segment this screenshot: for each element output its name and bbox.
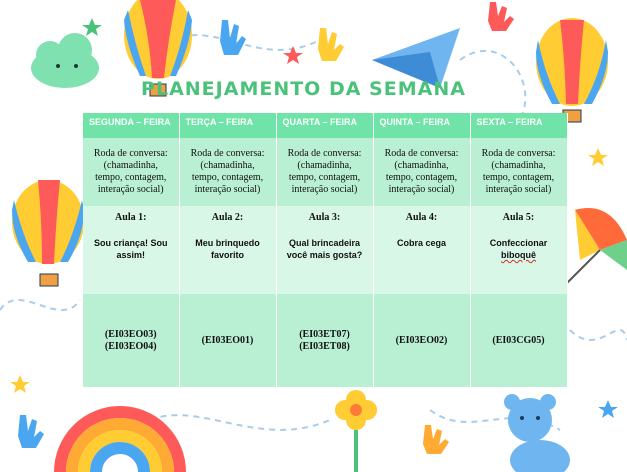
roda-line: tempo, contagem, [191, 172, 264, 183]
code-cell [470, 294, 567, 387]
roda-line: tempo, contagem, [95, 172, 167, 183]
aula-label: Aula 2: [211, 212, 244, 223]
day-header: QUINTA – FEIRA [373, 113, 470, 138]
roda-line: (chamadinha, [297, 160, 352, 171]
bncc-code: (EI03ET07) [299, 328, 350, 340]
roda-line: Roda de conversa: [384, 148, 459, 159]
bncc-code: (EI03CG05) [492, 334, 545, 346]
roda-line: tempo, contagem, [385, 172, 458, 183]
hand-icon [18, 415, 44, 448]
roda-line: interação social) [194, 184, 261, 195]
code-cell [83, 294, 179, 387]
weekly-plan-table [83, 113, 568, 387]
star-icon [598, 400, 618, 418]
roda-line: Roda de conversa: [93, 148, 168, 159]
roda-line: (chamadinha, [200, 160, 255, 171]
aula-cell [83, 206, 179, 294]
roda-line: tempo, contagem, [288, 172, 361, 183]
star-icon [283, 46, 303, 64]
aula-title: biboquê [501, 250, 536, 260]
code-cell [179, 294, 276, 387]
roda-cell [179, 138, 276, 206]
roda-line: tempo, contagem, [482, 172, 555, 183]
hot-air-balloon-icon [536, 18, 608, 122]
teddy-bear-icon [504, 394, 570, 472]
roda-cell [276, 138, 373, 206]
hand-icon [318, 28, 344, 61]
aula-title: assim! [116, 250, 146, 260]
roda-cell [470, 138, 567, 206]
rainbow-icon [60, 412, 180, 472]
aula-title: Meu brinquedo [195, 238, 260, 248]
aula-title: Cobra cega [396, 238, 447, 248]
aula-cell [470, 206, 567, 294]
aula-label: Aula 1: [115, 212, 147, 223]
table-row [83, 294, 567, 387]
day-header: QUARTA – FEIRA [276, 113, 373, 138]
bncc-code: (EI03EO01) [201, 334, 254, 346]
star-icon [82, 18, 102, 36]
aula-cell [276, 206, 373, 294]
roda-line: interação social) [97, 184, 164, 195]
roda-cell [373, 138, 470, 206]
roda-line: interação social) [291, 184, 358, 195]
hand-icon [423, 425, 449, 454]
roda-line: (chamadinha, [103, 160, 158, 171]
hot-air-balloon-icon [12, 180, 84, 286]
roda-cell [83, 138, 179, 206]
bncc-code: (EI03ET08) [299, 340, 350, 352]
aula-title: você mais gosta? [286, 250, 363, 260]
roda-line: interação social) [388, 184, 455, 195]
star-icon [10, 375, 30, 393]
aula-label: Aula 5: [502, 212, 535, 223]
day-header: SEGUNDA – FEIRA [83, 113, 179, 138]
page-title: PLANEJAMENTO DA SEMANA [141, 78, 466, 100]
roda-line: (chamadinha, [394, 160, 449, 171]
roda-line: Roda de conversa: [287, 148, 362, 159]
code-cell [276, 294, 373, 387]
star-icon [588, 148, 608, 166]
aula-cell [373, 206, 470, 294]
bncc-code: (EI03EO02) [395, 334, 448, 346]
roda-line: Roda de conversa: [481, 148, 556, 159]
flower-icon [335, 390, 377, 472]
aula-title: Confeccionar [489, 238, 548, 248]
roda-line: (chamadinha, [491, 160, 546, 171]
hand-icon [220, 20, 246, 55]
table-row [83, 138, 567, 206]
table-header-row [83, 113, 567, 138]
day-header: SEXTA – FEIRA [470, 113, 567, 138]
day-header: TERÇA – FEIRA [179, 113, 276, 138]
aula-title: favorito [210, 250, 244, 260]
aula-label: Aula 4: [405, 212, 438, 223]
aula-cell [179, 206, 276, 294]
code-cell [373, 294, 470, 387]
roda-line: Roda de conversa: [190, 148, 265, 159]
table-row [83, 206, 567, 294]
aula-title: Sou criança! Sou [93, 238, 168, 248]
aula-title: Qual brincadeira [288, 238, 361, 248]
umbrella-icon [560, 208, 627, 290]
aula-label: Aula 3: [308, 212, 341, 223]
hand-icon [488, 2, 514, 31]
bncc-code: (EI03EO04) [104, 340, 157, 352]
roda-line: interação social) [485, 184, 552, 195]
bncc-code: (EI03EO03) [104, 328, 157, 340]
